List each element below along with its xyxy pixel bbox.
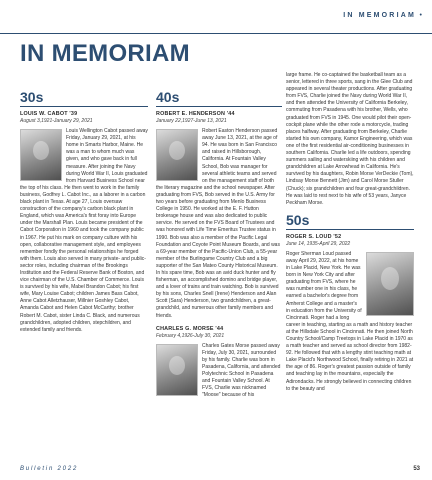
column-3 — [286, 72, 414, 393]
obituary-dates: February 4,1926-July 30, 2021 — [156, 332, 225, 339]
column-2 — [156, 90, 282, 399]
decade-heading-40s: 40s — [156, 90, 282, 107]
obituary-text: Roger Sherman Loud passed away April 29, 2022, at his home in Lake Placid, New York. He was born in New York City and after graduating from FVS, where he was number one in his class, he earned a bachelor's degree from Amherst College and a master's in education from the University of Cincinnati. Roger had a long career in teaching, starting as a math and history teacher at the Hillsdale School in Cincinnati. He then joined North Country School/Camp Treetops in Lake Placid in 1970 as a math teacher and served as school director from 1982-92. He followed that with a lengthy stint teaching math at Lake Placid's Northwood School, finally retiring in 2021 at the age of 86. Roger's greatest passion outside of family and teaching lay in the mountains, especially the Adirondacks. He strongly believed in connecting children to the beauty and — [286, 250, 414, 392]
portrait-photo — [156, 129, 198, 181]
obituary-text: Robert Easton Henderson passed away June 13, 2021, at the age of 94. He was born in San Francisco and raised in Hillsborough, California. At Fountain Valley School, Bob was manager for several athletic teams and served on the management staff of both the literary magazine and the school newspaper. After graduating from FVS, Bob served in the U.S. Army for two years before graduating from Menlo Business College in 1950. He worked at the E. F. Hutton brokerage house and was also dedicated to public service. He served on the FVS Board of Trustees and was honored with Life Time Emeritus Trustee status in 1990. Bob was also a member of the Pacific Legal Foundation and Coyote Point Museum Boards, and was a 69-year member of the Pacific-Union Club, a 55-year member of the Burlingame Country Club and a big supporter of the San Mateo County Historical Museum. In his spare time, Bob was an avid duck hunter and fly fisherman, an accomplished domino and bridge player, and a lover of trains and train watching. Bob is survived by his sons, Charles Snell (Irene) Henderson and Alan Scott (Sara) Henderson, two grandchildren, a great-grandchild, and numerous other family members and friends. — [156, 128, 280, 319]
running-title: IN MEMORIAM — [343, 12, 416, 19]
portrait-photo — [156, 344, 198, 396]
portrait-photo — [20, 129, 62, 181]
header-bullet: • — [419, 12, 422, 19]
obituary-dates: June 14, 1935-April 29, 2022 — [286, 240, 351, 247]
page-number: 53 — [413, 466, 420, 472]
obituary-text-continued: large frame. He co-captained the basketball team as a senior, lettered in three sports, sang in the Glee Club and appeared in several theater productions. After graduating from FVS, Charlie joined the Navy during World War II, and then attended the University of California Berkeley, commuting from Pasadena with his brother, Wells, who graduated from FVS in 1945. One would pilot their open-cockpit plane while the other rode a motorcycle, trading places halfway. After graduating from Berkeley, Charlie started his own company, Kamor Engineering, which was one of the first residential air-conditioning businesses in southern California. Charlie led a life outdoors, spending summers sailing and waterskiing with his children and grandchildren at Lake Arrowhead in California. He's survived by his daughters, Robin Morse VerDeckie (Tom), Lindsay Morse Bennett (Jim) and Carol Morse Stuller (Chuck); six grandchildren and four great-grandchildren. He was laid to rest next to his wife of 53 years, Janyce Peckham Morse. — [286, 72, 414, 206]
obituary-dates: January 22,1927-June 13, 2021 — [156, 118, 227, 124]
obituary-text: Louis Wellington Cabot passed away Friday, January 29, 2021, at his home in Smarts Harbor, Maine. He was a man to whom much was given, and who gave back in full measure. After joining the Navy during World War II, Louis graduated from Harvard Business School near the top of his class. He then went to work in the family business, Godfrey L. Cabot Inc., as a laborer in a carbon black plant in Texas. At age 27, Louis oversaw construction of the company's carbon black plant in England, which was America's first foray into Europe under the Marshall Plan. Louis became president of the Cabot Corporation in 1960 and took the company public in 1967. He put his mark on company culture with his open, collaborative management style, and employees remember fondly the personal relationships he forged with them. Louis also served in many private- and public-sector roles, including chairman of the Brookings Institution and the Federal Reserve Bank of Boston, and vice chairman of the U.S. Chamber of Commerce. Louis is survived by his wife, Mabel Brandon Cabot; his first wife, Mary Louise Cabot; children James Bass Cabot, Anne Cabot Alletzhauser, Millnier Goshley Cabot, Amanda Cabot and Helen Cabot McCarthy; brother Robert M. Cabot, sister Linda C. Black, and numerous grandchildren, adopted children, stepchildren, and extended family and friends. — [20, 128, 148, 333]
publication-footer: Bulletin 2022 — [20, 466, 79, 472]
obituary-text: Charles Gates Morse passed away Friday, July 30, 2021, surrounded by his family. Charlie was born in Pasadena, California, and attended Polytechnic School in Pasadena and Fountain Valley School. At FVS, Charlie was nicknamed "Moose" because of his — [202, 342, 281, 399]
obituary-dates: August 3,1921-January 29, 2021 — [20, 118, 93, 124]
obituary-name: LOUIS W. CABOT '39 — [20, 111, 78, 117]
obituary-name: ROGER S. LOUD '52 — [286, 233, 342, 240]
portrait-photo — [366, 252, 414, 316]
decade-heading-30s: 30s — [20, 90, 148, 107]
running-header — [0, 0, 432, 34]
header-rule — [0, 33, 432, 34]
page-title: IN MEMORIAM — [20, 40, 190, 67]
obituary-name: CHARLES G. MORSE '44 — [156, 325, 224, 332]
obituary-name: ROBERT E. HENDERSON '44 — [156, 111, 235, 117]
decade-heading-50s: 50s — [286, 213, 414, 230]
column-1 — [20, 90, 148, 334]
